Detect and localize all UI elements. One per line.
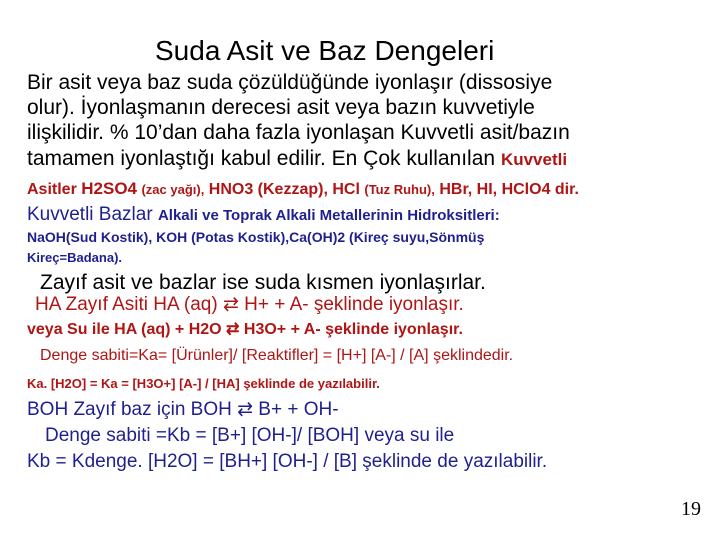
water-dissociation: veya Su ile HA (aq) + H2O ⇄ H3O+ + A- şeklinde iyonlaşır. (27, 321, 463, 338)
strong-bases-label: Kuvvetli Bazlar (27, 204, 153, 225)
ha-dissociation: HA Zayıf Asiti HA (aq) ⇄ H+ + A- şeklinde iyonlaşır. (35, 294, 464, 315)
kb-expression: Denge sabiti =Kb = [B+] [OH-]/ [BOH] veya su ile (45, 425, 455, 446)
intro-line-3: ilişkilidir. % 10’dan daha fazla iyonlaşan Kuvvetli asit/bazın (27, 121, 570, 144)
h2so4-formula: H2SO4 (81, 179, 137, 198)
ka-water-expression: Ka. [H2O] = Ka = [H3O+] [A-] / [HA] şeklinde de yazılabilir. (27, 376, 380, 391)
other-acids: HBr, HI, HClO4 dir. (439, 181, 579, 198)
intro-line-4 (27, 148, 567, 170)
hcl-formula: HCl (332, 181, 360, 198)
intro-tail-strong: Kuvvetli (500, 150, 568, 169)
intro-line-2: olur). İyonlaşmanın derecesi asit veya bazın kuvvetiyle (27, 96, 535, 119)
slide-title: Suda Asit ve Baz Dengeleri (155, 35, 495, 66)
hno3-formula: HNO3 (Kezzap), (208, 181, 328, 198)
h2so4-note: (zac yağı), (141, 182, 205, 197)
kb-water-expression: Kb = Kdenge. [H2O] = [BH+] [OH-] / [B] şeklinde de yazılabilir. (27, 451, 548, 472)
strong-acids-line (27, 180, 579, 199)
boh-dissociation: BOH Zayıf baz için BOH ⇄ B+ + OH- (27, 399, 339, 420)
strong-bases-examples-cont: Kireç=Badana). (27, 250, 123, 265)
strong-acids-label: Asitler (27, 181, 77, 198)
intro-line-1: Bir asit veya baz suda çözüldüğünde iyonlaşır (dissosiye (27, 71, 553, 94)
slide-number: 19 (681, 498, 701, 520)
hcl-note: (Tuz Ruhu), (364, 182, 435, 197)
weak-intro: Zayıf asit ve bazlar ise suda kısmen iyonlaşırlar. (40, 271, 486, 294)
intro-line-4-text: tamamen iyonlaştığı kabul edilir. En Çok kullanılan (27, 147, 496, 170)
strong-bases-desc: Alkali ve Toprak Alkali Metallerinin Hidroksitleri: (157, 207, 500, 224)
strong-bases-examples: NaOH(Sud Kostik), KOH (Potas Kostik),Ca(OH)2 (Kireç suyu,Sönmüş (27, 229, 485, 245)
strong-bases-line (27, 205, 500, 225)
ka-expression: Denge sabiti=Ka= [Ürünler]/ [Reaktifler] = [H+] [A-] / [A] şeklindedir. (40, 347, 514, 364)
